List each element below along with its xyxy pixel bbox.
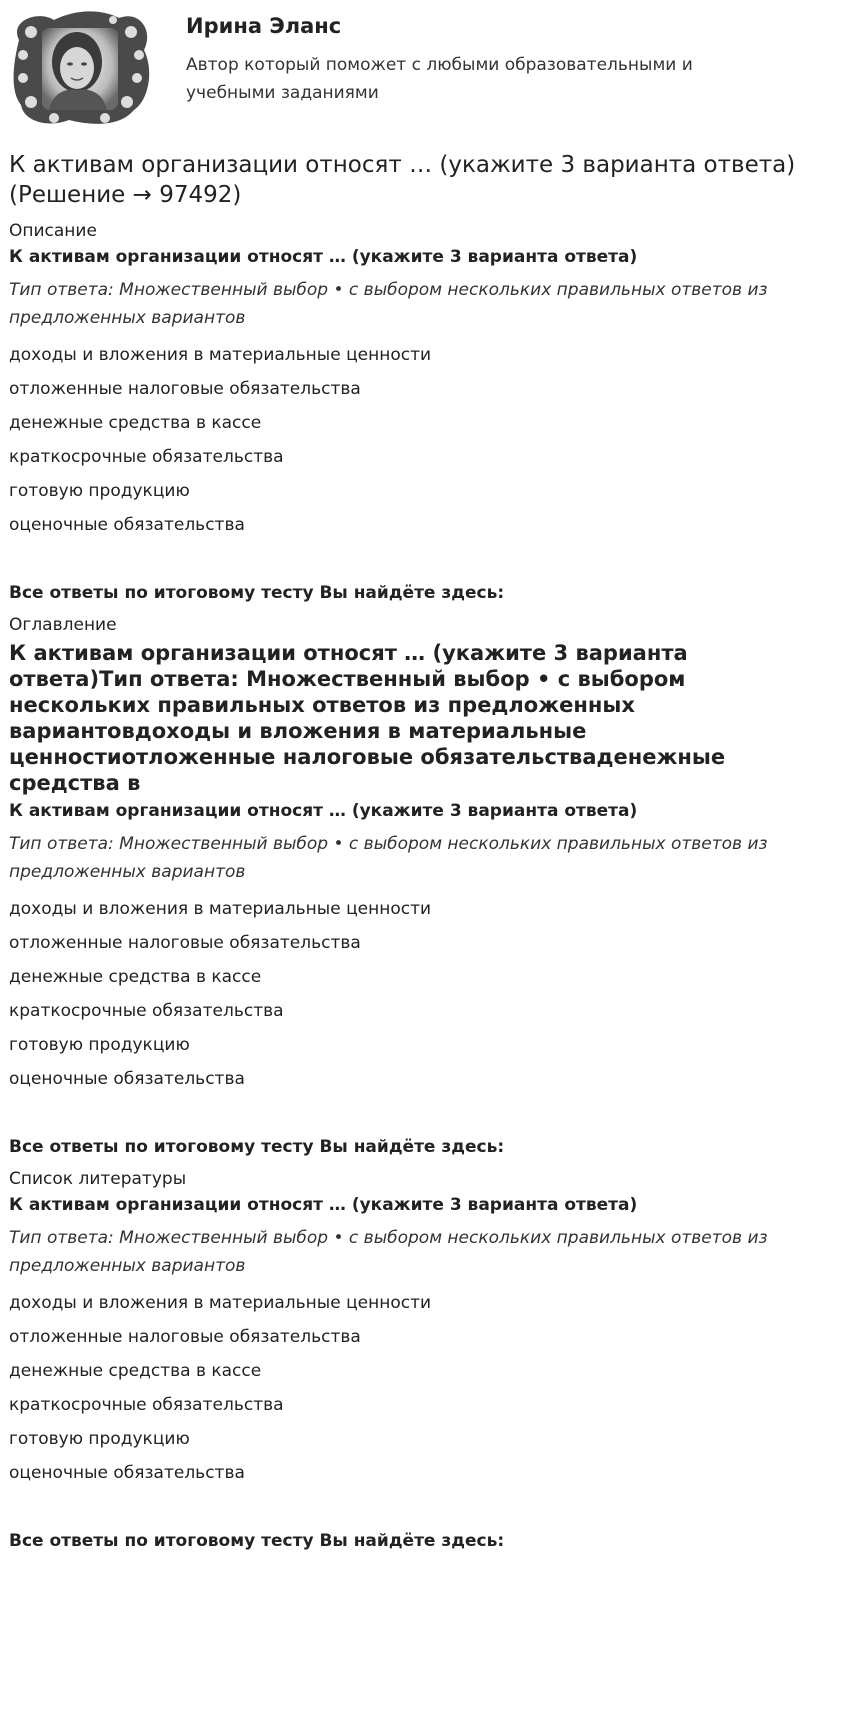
author-avatar[interactable] [9,10,151,128]
avatar-photo-icon [9,10,151,128]
toc-section [9,614,838,1158]
option-item: отложенные налоговые обязательства [9,379,361,399]
option-item: денежные средства в кассе [9,967,262,987]
option-item: краткосрочные обязательства [9,1001,284,1021]
answer-type: Тип ответа: Множественный выбор • с выбором нескольких правильных ответов из предложенных вариантов [9,280,768,328]
page-title: К активам организации относят … (укажите 3 варианта ответа) (Решение → 97492) [9,152,796,208]
option-item: оценочные обязательства [9,1069,245,1089]
question-text: К активам организации относят … (укажите 3 варианта ответа) [9,1195,638,1215]
author-name[interactable]: Ирина Эланс [186,14,342,38]
option-item: готовую продукцию [9,481,190,501]
option-item: денежные средства в кассе [9,413,262,433]
question-text: К активам организации относят … (укажите 3 варианта ответа) [9,247,638,267]
author-info [186,8,786,107]
answers-link[interactable]: Все ответы по итоговому тесту Вы найдёте здесь: [9,1137,505,1157]
option-item: оценочные обязательства [9,515,245,535]
description-section [9,220,838,604]
description-label: Описание [9,221,97,241]
option-item: доходы и вложения в материальные ценности [9,899,432,919]
question-text: К активам организации относят … (укажите 3 варианта ответа) [9,801,638,821]
option-item: готовую продукцию [9,1035,190,1055]
option-item: денежные средства в кассе [9,1361,262,1381]
author-card [9,8,838,136]
option-item: доходы и вложения в материальные ценности [9,1293,432,1313]
option-item: отложенные налоговые обязательства [9,1327,361,1347]
option-item: отложенные налоговые обязательства [9,933,361,953]
answer-type: Тип ответа: Множественный выбор • с выбором нескольких правильных ответов из предложенных вариантов [9,1228,768,1276]
answers-link[interactable]: Все ответы по итоговому тесту Вы найдёте здесь: [9,583,505,603]
option-item: краткосрочные обязательства [9,1395,284,1415]
answers-link[interactable]: Все ответы по итоговому тесту Вы найдёте здесь: [9,1531,505,1551]
toc-label: Оглавление [9,615,117,635]
option-item: готовую продукцию [9,1429,190,1449]
toc-heading: К активам организации относят … (укажите 3 варианта ответа)Тип ответа: Множественный выбор • с выбором нескольких правильных ответов из предложенных вариантовдоходы и вложения в материальные ценностиотложенные налоговые обязательстваденежные средства в [9,641,726,795]
option-item: доходы и вложения в материальные ценности [9,345,432,365]
author-bio: Автор который поможет с любыми образовательными и учебными заданиями [186,55,693,103]
answer-type: Тип ответа: Множественный выбор • с выбором нескольких правильных ответов из предложенных вариантов [9,834,768,882]
references-label: Список литературы [9,1169,187,1189]
option-item: оценочные обязательства [9,1463,245,1483]
references-section [9,1168,838,1552]
option-item: краткосрочные обязательства [9,447,284,467]
